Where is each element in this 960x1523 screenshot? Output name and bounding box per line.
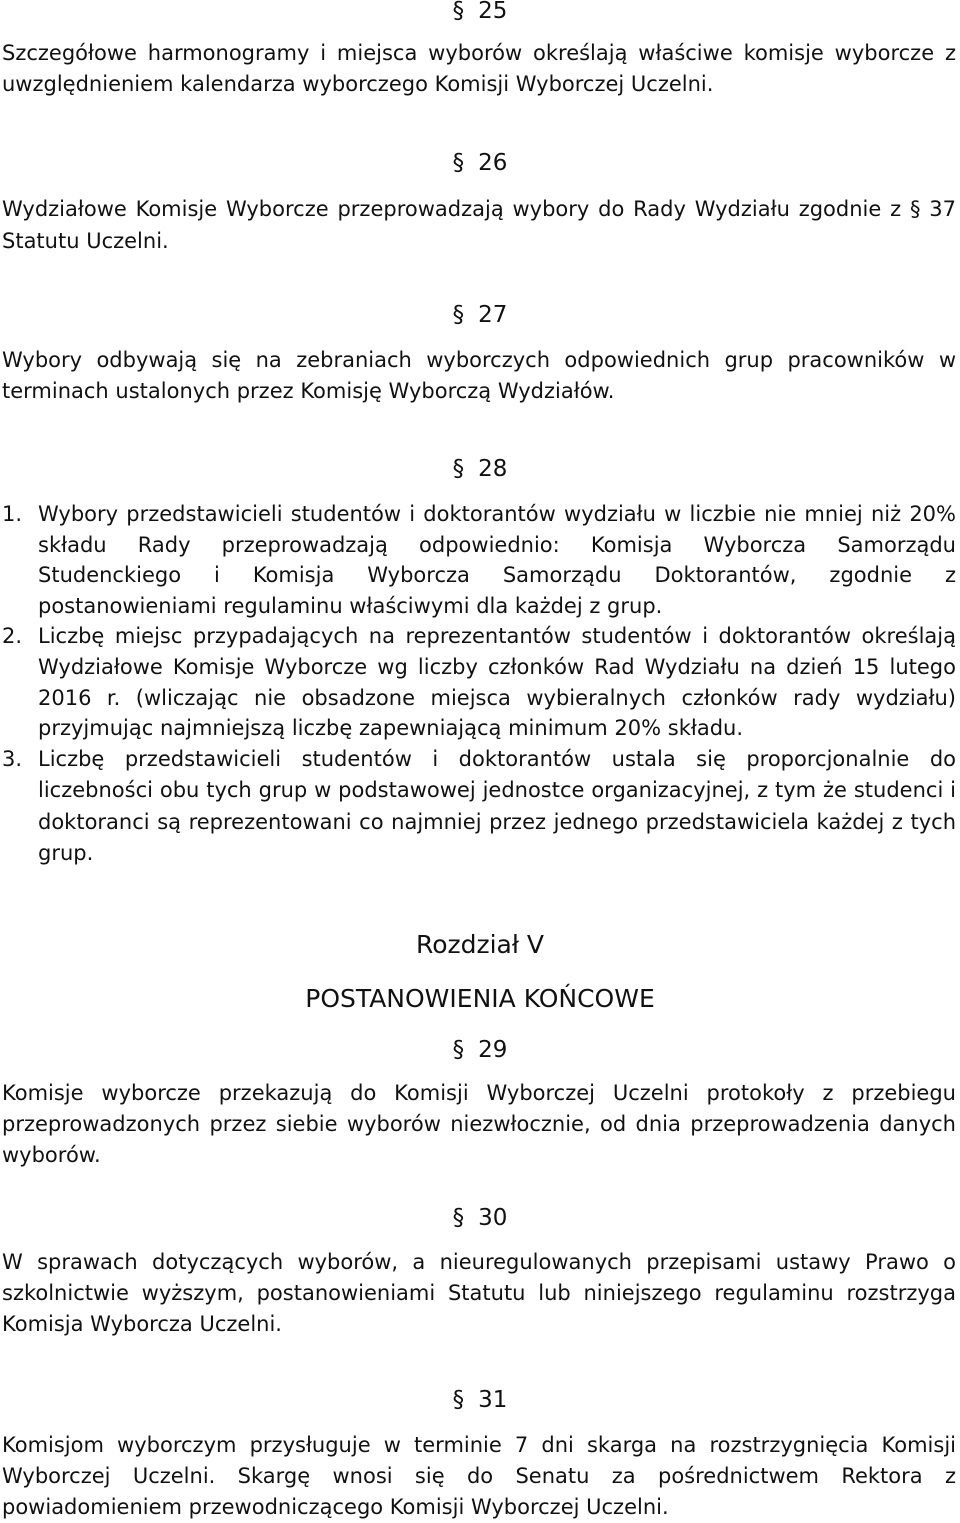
- section-28-list: [2, 499, 956, 870]
- section-number: 31: [478, 1387, 508, 1413]
- section-29-paragraph: Komisje wyborcze przekazują do Komisji Wyborczej Uczelni protokoły z przebiegu przeprowadzonych przez siebie wyborów niezwłocznie, od dnia przeprowadzenia danych wyborów.: [2, 1081, 956, 1167]
- section-number: 28: [478, 456, 508, 482]
- section-heading-26: [0, 148, 960, 178]
- list-item-number: 2.: [2, 624, 23, 649]
- section-31-paragraph: Komisjom wyborczym przysługuje w terminie 7 dni skarga na rozstrzygnięcia Komisji Wyborczej Uczelni. Skargę wnosi się do Senatu za pośrednictwem Rektora z powiadomieniem przewodniczącego Komisji Wyborczej Uczelni.: [2, 1433, 956, 1519]
- section-sign: §: [452, 302, 465, 328]
- list-item: [2, 621, 956, 743]
- section-26-paragraph: Wydziałowe Komisje Wyborcze przeprowadzają wybory do Rady Wydziału zgodnie z § 37 Statutu Uczelni.: [2, 197, 956, 253]
- list-item-text: Liczbę przedstawicieli studentów i doktorantów ustala się proporcjonalnie do liczebności obu tych grup w podstawowej jednostce organizacyjnej, z tym że studenci i doktoranci są reprezentowani co najmniej przez jednego przedstawiciela każdej z tych grup.: [38, 746, 956, 866]
- section-heading-28: [0, 454, 960, 484]
- section-number: 29: [478, 1037, 508, 1063]
- section-heading-30: [0, 1203, 960, 1233]
- section-number: 30: [478, 1205, 508, 1231]
- section-number: 27: [478, 302, 508, 328]
- section-sign: §: [452, 1387, 465, 1413]
- list-item-number: 3.: [2, 746, 23, 771]
- list-item: [2, 744, 956, 870]
- list-item-number: 1.: [2, 502, 23, 526]
- section-27-paragraph: Wybory odbywają się na zebraniach wyborczych odpowiednich grup pracowników w terminach ustalonych przez Komisję Wyborczą Wydziałów.: [2, 348, 956, 403]
- section-25-paragraph: Szczegółowe harmonogramy i miejsca wyborów określają właściwe komisje wyborcze z uwzględnieniem kalendarza wyborczego Komisji Wyborczej Uczelni.: [2, 41, 956, 96]
- section-number: 26: [478, 150, 508, 176]
- section-sign: §: [452, 1037, 465, 1063]
- section-heading-25: [0, 0, 960, 26]
- section-sign: §: [452, 1205, 465, 1231]
- list-item-text: Wybory przedstawicieli studentów i doktorantów wydziału w liczbie nie mniej niż 20% składu Rady przeprowadzają odpowiednio: Komisja Wyborcza Samorządu Studenckiego i Komisja Wyborcza Samorządu Doktorantów, zgodnie z postanowieniami regulaminu właściwymi dla każdej z grup.: [38, 502, 956, 618]
- section-30-paragraph: W sprawach dotyczących wyborów, a nieuregulowanych przepisami ustawy Prawo o szkolnictwie wyższym, postanowieniami Statutu lub niniejszego regulaminu rozstrzyga Komisja Wyborcza Uczelni.: [2, 1250, 956, 1336]
- chapter-subtitle: POSTANOWIENIA KOŃCOWE: [305, 984, 655, 1013]
- list-item-text: Liczbę miejsc przypadających na reprezentantów studentów i doktorantów określają Wydziałowe Komisje Wyborcze wg liczby członków Rad Wydziału na dzień 15 lutego 2016 r. (wliczając nie obsadzone miejsca wybieralnych członków rady wydziału) przyjmując najmniejszą liczbę zapewniającą minimum 20% składu.: [38, 624, 956, 741]
- section-heading-31: [0, 1385, 960, 1415]
- chapter-title: Rozdział V: [415, 930, 545, 959]
- section-sign: §: [452, 150, 465, 176]
- section-heading-29: [0, 1035, 960, 1065]
- list-item: [2, 499, 956, 621]
- section-heading-27: [0, 300, 960, 330]
- section-sign: §: [452, 456, 465, 482]
- section-sign: §: [452, 0, 465, 24]
- section-number: 25: [478, 0, 508, 24]
